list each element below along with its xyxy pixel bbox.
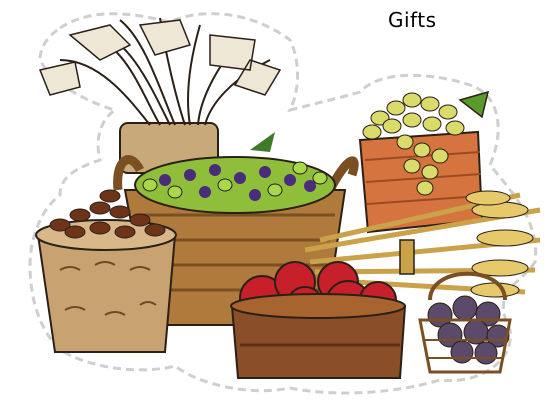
pomegranate-bowl-icon <box>231 262 405 378</box>
grape-basket-icon <box>360 92 488 232</box>
barley-sheaf-icon <box>40 18 280 173</box>
page-title: Gifts <box>388 8 437 32</box>
